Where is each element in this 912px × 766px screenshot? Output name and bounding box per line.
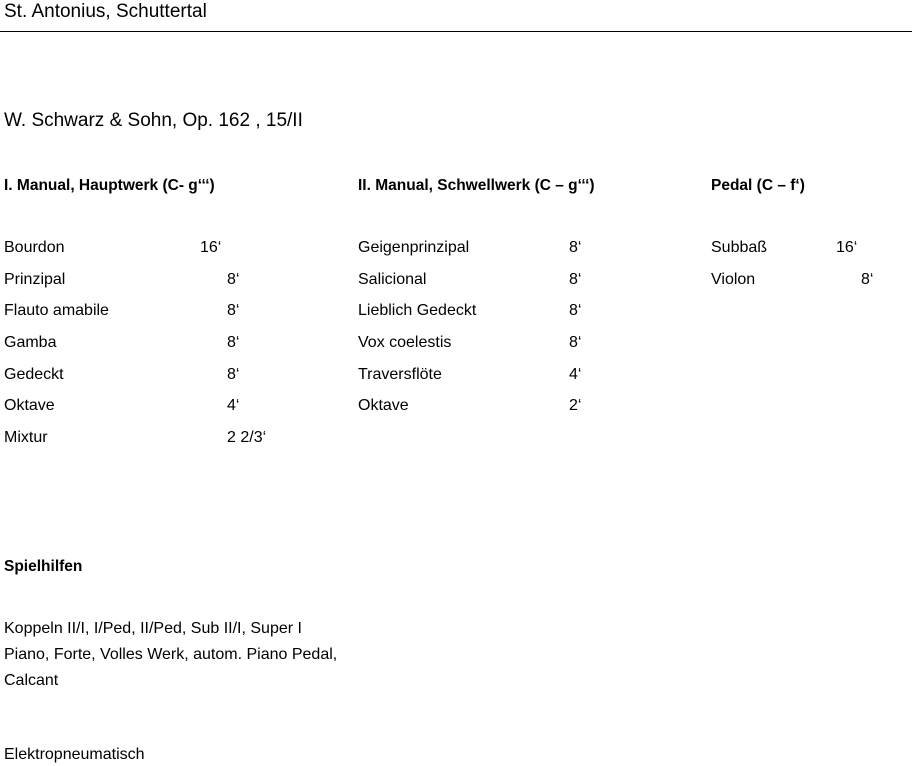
division-heading: II. Manual, Schwellwerk (C – g‘‘‘): [358, 177, 595, 194]
stop-name: Traversflöte: [358, 365, 442, 383]
stop-pitch: 8‘: [227, 302, 240, 320]
stop-name: Violon: [711, 270, 756, 288]
aids-line: Piano, Forte, Volles Werk, autom. Piano Pedal,: [4, 646, 338, 663]
division-schwellwerk: [358, 175, 595, 415]
stop-name: Subbaß: [711, 239, 768, 256]
stop-name: Lieblich Gedeckt: [358, 302, 477, 320]
stop-pitch: 16‘: [200, 239, 222, 256]
stop-name: Bourdon: [4, 239, 65, 256]
stop-pitch: 8‘: [227, 270, 240, 288]
header-divider: [0, 31, 912, 32]
stop-pitch: 16‘: [836, 239, 858, 256]
aids-list: [4, 618, 337, 696]
stop-pitch: 4‘: [227, 397, 240, 415]
stop-name: Prinzipal: [4, 270, 66, 288]
stop-name: Gamba: [4, 334, 57, 352]
stop-name: Mixtur: [4, 429, 48, 447]
aids-heading: Spielhilfen: [4, 558, 83, 575]
stop-name: Oktave: [358, 397, 409, 415]
page-title: St. Antonius, Schuttertal: [4, 1, 207, 22]
division-heading: Pedal (C – f‘): [711, 177, 805, 194]
stop-name: Gedeckt: [4, 365, 64, 383]
stop-name: Oktave: [4, 397, 55, 415]
stop-name: Geigenprinzipal: [358, 239, 470, 256]
builder-line: W. Schwarz & Sohn, Op. 162 , 15/II: [4, 110, 303, 131]
stop-pitch: 8‘: [227, 334, 240, 352]
division-heading: I. Manual, Hauptwerk (C- g‘‘‘): [4, 177, 215, 194]
aids-line: Koppeln II/I, I/Ped, II/Ped, Sub II/I, Super I: [4, 620, 302, 637]
stop-pitch: 8‘: [569, 270, 582, 288]
stop-pitch: 8‘: [227, 365, 240, 383]
stop-name: Vox coelestis: [358, 334, 452, 352]
stop-pitch: 2‘: [569, 397, 582, 415]
division-hauptwerk: [4, 175, 267, 447]
stop-pitch: 8‘: [569, 302, 582, 320]
stop-pitch: 8‘: [569, 334, 582, 352]
stop-name: Salicional: [358, 270, 427, 288]
stop-pitch: 8‘: [569, 239, 582, 256]
stop-name: Flauto amabile: [4, 302, 109, 320]
stop-pitch: 4‘: [569, 365, 582, 383]
aids-line: Calcant: [4, 672, 59, 689]
action-type: Elektropneumatisch: [4, 746, 145, 763]
division-pedal: [711, 175, 874, 288]
stop-pitch: 8‘: [861, 270, 874, 288]
stop-pitch: 2 2/3‘: [227, 429, 267, 447]
